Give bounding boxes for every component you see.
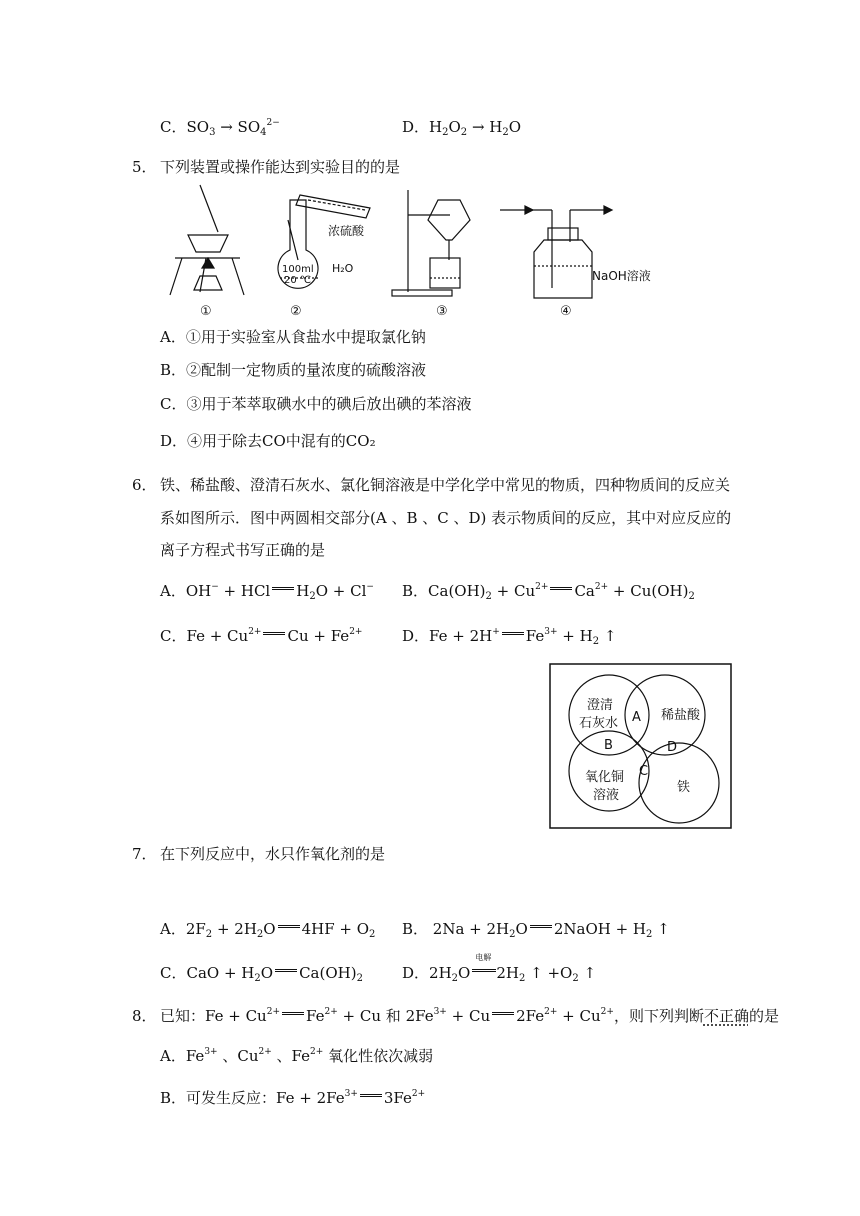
flask-acid-label: 浓硫酸 bbox=[328, 224, 365, 238]
q8-known: 已知： bbox=[160, 1007, 206, 1025]
q8-option-a-tail: 氧化性依次减弱 bbox=[328, 1047, 434, 1065]
venn-cucl2-1: 氧化铜 bbox=[585, 770, 625, 785]
q7-option-a: A．$2F_2 + 2H_2O$ $4HF + O_2$ bbox=[160, 920, 376, 940]
venn-cucl2-2: 溶液 bbox=[593, 788, 620, 803]
q4-option-d: D．$H_2O_2 \to H_2O$ bbox=[402, 118, 522, 138]
label-3: ③ bbox=[436, 304, 448, 319]
q6-venn-diagram bbox=[549, 663, 732, 829]
venn-region-d: D bbox=[667, 740, 678, 755]
label-1: ① bbox=[200, 304, 212, 319]
label-2: ② bbox=[290, 304, 302, 319]
q6-option-d: D．Fe + 2H+ $Fe^{3+} + H_2$ ↑ bbox=[402, 627, 617, 647]
label-4: ④ bbox=[560, 304, 572, 319]
q6-stem-line3: 离子方程式书写正确的是 bbox=[160, 541, 326, 559]
venn-region-a: A bbox=[632, 710, 641, 725]
q5-option-d: D．④用于除去CO中混有的CO₂ bbox=[160, 432, 376, 450]
q5-option-c: C．③用于苯萃取碘水中的碘后放出碘的苯溶液 bbox=[160, 395, 472, 413]
q8-and: 和 bbox=[385, 1007, 401, 1025]
q7-stem: 在下列反应中，水只作氧化剂的是 bbox=[160, 845, 386, 863]
q8-option-a: A．$Fe^{3+}$ 、$Cu^{2+}$ 、$Fe^{2+}$ 氧化性依次减弱 bbox=[160, 1047, 434, 1065]
q6-number: 6． bbox=[132, 476, 157, 494]
q7-option-c: C．CaO + $H_2O$ $Ca(OH)_2$ bbox=[160, 964, 363, 984]
q6-option-a: A．OH− + HCl $H_2O + Cl^-$ bbox=[160, 582, 374, 602]
q5-number: 5． bbox=[132, 158, 157, 176]
q5-option-a: A．①用于实验室从食盐水中提取氯化钠 bbox=[160, 328, 426, 346]
flask-water-label: H₂O bbox=[332, 262, 354, 275]
flask-volume-label: 100ml bbox=[282, 264, 314, 275]
q8-option-b-head: B．可发生反应： bbox=[160, 1089, 277, 1107]
venn-region-c: C bbox=[639, 764, 649, 779]
electrolysis-label: 电解 bbox=[475, 953, 492, 962]
q8-tail: ，则下列判断 bbox=[613, 1007, 704, 1025]
q6-option-b: B．$Ca(OH)_2 + Cu^{2+}$ $Ca^{2+} + Cu(OH)_2$ bbox=[402, 582, 695, 602]
q4-option-c: C．$SO_3 \to SO_4^{2-}$ bbox=[160, 118, 280, 138]
q5-stem: 下列装置或操作能达到实验目的的是 bbox=[160, 158, 401, 176]
q8-emphasis: 不正确 bbox=[703, 1007, 749, 1025]
q8-stem: 已知：$Fe + Cu^{2+}$ $Fe^{2+} + Cu$ 和 $2Fe^{3+} + Cu$ $2Fe^{2+} + Cu^{2+}$，则下列判断不正确的是 bbox=[160, 1007, 779, 1025]
venn-limewater-2: 石灰水 bbox=[579, 716, 619, 731]
naoh-label: NaOH溶液 bbox=[592, 269, 651, 283]
separatory-funnel bbox=[392, 190, 470, 296]
q6-option-c: C．$Fe + Cu^{2+}$ $Cu + Fe^{2+}$ bbox=[160, 627, 363, 645]
evaporating-apparatus bbox=[170, 185, 244, 295]
q5-option-b: B．②配制一定物质的量浓度的硫酸溶液 bbox=[160, 361, 427, 379]
q8-option-b: B．可发生反应：$Fe + 2Fe^{3+}$ $3Fe^{2+}$ bbox=[160, 1089, 426, 1107]
q7-number: 7． bbox=[132, 845, 157, 863]
venn-iron: 铁 bbox=[677, 780, 691, 795]
q7-option-d: D．$2H_2O$ 电解 $2H_2$ ↑ $+O_2$ ↑ bbox=[402, 953, 597, 984]
q8-end: 的是 bbox=[748, 1007, 779, 1025]
venn-hcl: 稀盐酸 bbox=[661, 708, 701, 723]
q8-number: 8． bbox=[132, 1007, 157, 1025]
q6-stem-line1: 铁、稀盐酸、澄清石灰水、氯化铜溶液是中学化学中常见的物质，四种物质间的反应关 bbox=[160, 476, 731, 494]
q5-apparatus-figure bbox=[160, 180, 680, 320]
venn-region-b: B bbox=[604, 738, 613, 753]
gas-washing-bottle bbox=[500, 206, 612, 298]
venn-limewater-1: 澄清 bbox=[587, 698, 614, 713]
q7-option-b: B． $2Na + 2H_2O$ 2NaOH + $H_2$ ↑ bbox=[402, 920, 670, 940]
flask-temp-label: 20 ℃ bbox=[284, 275, 312, 286]
q6-stem-line2: 系如图所示．图中两圆相交部分(A 、B 、C 、D) 表示物质间的反应，其中对应反应的 bbox=[160, 509, 732, 527]
